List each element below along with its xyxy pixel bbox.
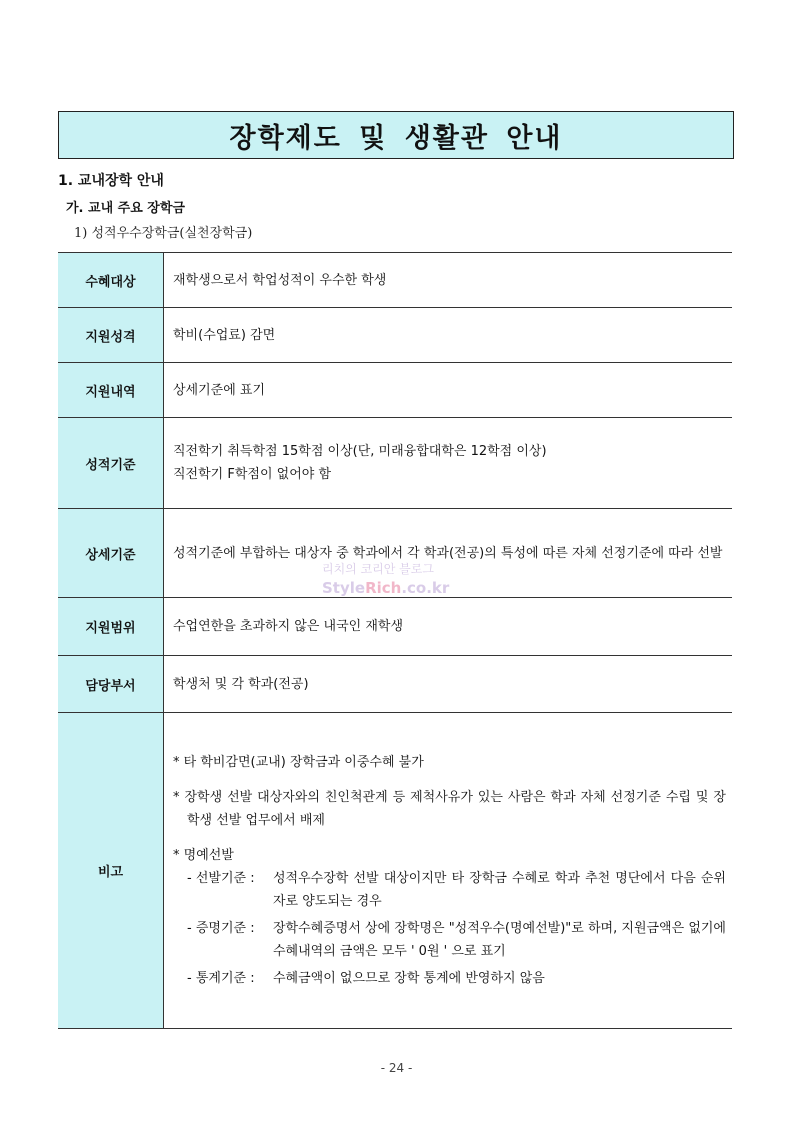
watermark-line: 리치의 코리안 블로그 <box>322 562 434 576</box>
section-heading: 1. 교내장학 안내 <box>58 173 164 189</box>
table-row <box>58 363 732 418</box>
table-row <box>58 598 732 656</box>
row-label: 수혜대상 <box>58 253 164 308</box>
table-row <box>58 308 732 363</box>
row-label: 성적기준 <box>58 418 164 509</box>
watermark-style: Style <box>322 579 366 597</box>
row-label: 상세기준 <box>58 509 164 598</box>
row-value: 성적기준에 부합하는 대상자 중 학과에서 각 학과(전공)의 특성에 따른 자체 선정기준에 따라 선발 <box>164 509 733 598</box>
subsection-heading: 가. 교내 주요 장학금 <box>66 201 185 216</box>
scholarship-table <box>58 252 732 1029</box>
definition-row <box>173 967 726 990</box>
row-value: 재학생으로서 학업성적이 우수한 학생 <box>164 253 733 308</box>
remark-note: * 타 학비감면(교내) 장학금과 이중수혜 불가 <box>173 755 424 770</box>
definition-key: - 증명기준 : <box>187 921 255 936</box>
definition-text: 장학수혜증명서 상에 장학명은 "성적우수(명예선발)"로 하며, 지원금액은 없기에 수혜내역의 금액은 모두 ' 0원 ' 으로 표기 <box>273 921 726 959</box>
watermark-rich: Rich <box>365 579 402 597</box>
row-label: 비고 <box>58 713 164 1029</box>
remark-note: * 명예선발 <box>173 848 234 863</box>
definition-key: - 통계기준 : <box>187 971 255 986</box>
table-row <box>58 656 732 713</box>
page-title: 장학제도 및 생활관 안내 <box>58 111 734 159</box>
grade-criteria-line: 직전학기 취득학점 15학점 이상(단, 미래융합대학은 12학점 이상) <box>173 444 547 459</box>
item-heading: 1) 성적우수장학금(실천장학금) <box>74 226 253 241</box>
table-row <box>58 509 732 598</box>
definition-key: - 선발기준 : <box>187 871 255 886</box>
row-value: 상세기준에 표기 <box>164 363 733 418</box>
table-row <box>58 418 732 509</box>
definition-row <box>173 867 726 913</box>
definition-text: 수혜금액이 없으므로 장학 통계에 반영하지 않음 <box>273 971 545 986</box>
page-number: - 24 - <box>380 1061 413 1075</box>
row-label: 담당부서 <box>58 656 164 713</box>
grade-criteria-line: 직전학기 F학점이 없어야 함 <box>173 467 332 482</box>
table-row <box>58 713 732 1029</box>
row-value: 학비(수업료) 감면 <box>164 308 733 363</box>
row-value <box>164 418 733 509</box>
row-label: 지원성격 <box>58 308 164 363</box>
remark-note: * 장학생 선발 대상자와의 친인척관계 등 제척사유가 있는 사람은 학과 자체 선정기준 수립 및 장학생 선발 업무에서 배제 <box>173 790 726 828</box>
definition-text: 성적우수장학 선발 대상이지만 타 장학금 수혜로 학과 추천 명단에서 다음 순위자로 양도되는 경우 <box>273 871 726 909</box>
remarks-content <box>164 713 733 1029</box>
row-label: 지원범위 <box>58 598 164 656</box>
row-value: 학생처 및 각 학과(전공) <box>164 656 733 713</box>
row-label: 지원내역 <box>58 363 164 418</box>
definition-row <box>173 917 726 963</box>
watermark-tld: .co.kr <box>401 579 450 597</box>
row-value: 수업연한을 초과하지 않은 내국인 재학생 <box>164 598 733 656</box>
table-row <box>58 253 732 308</box>
